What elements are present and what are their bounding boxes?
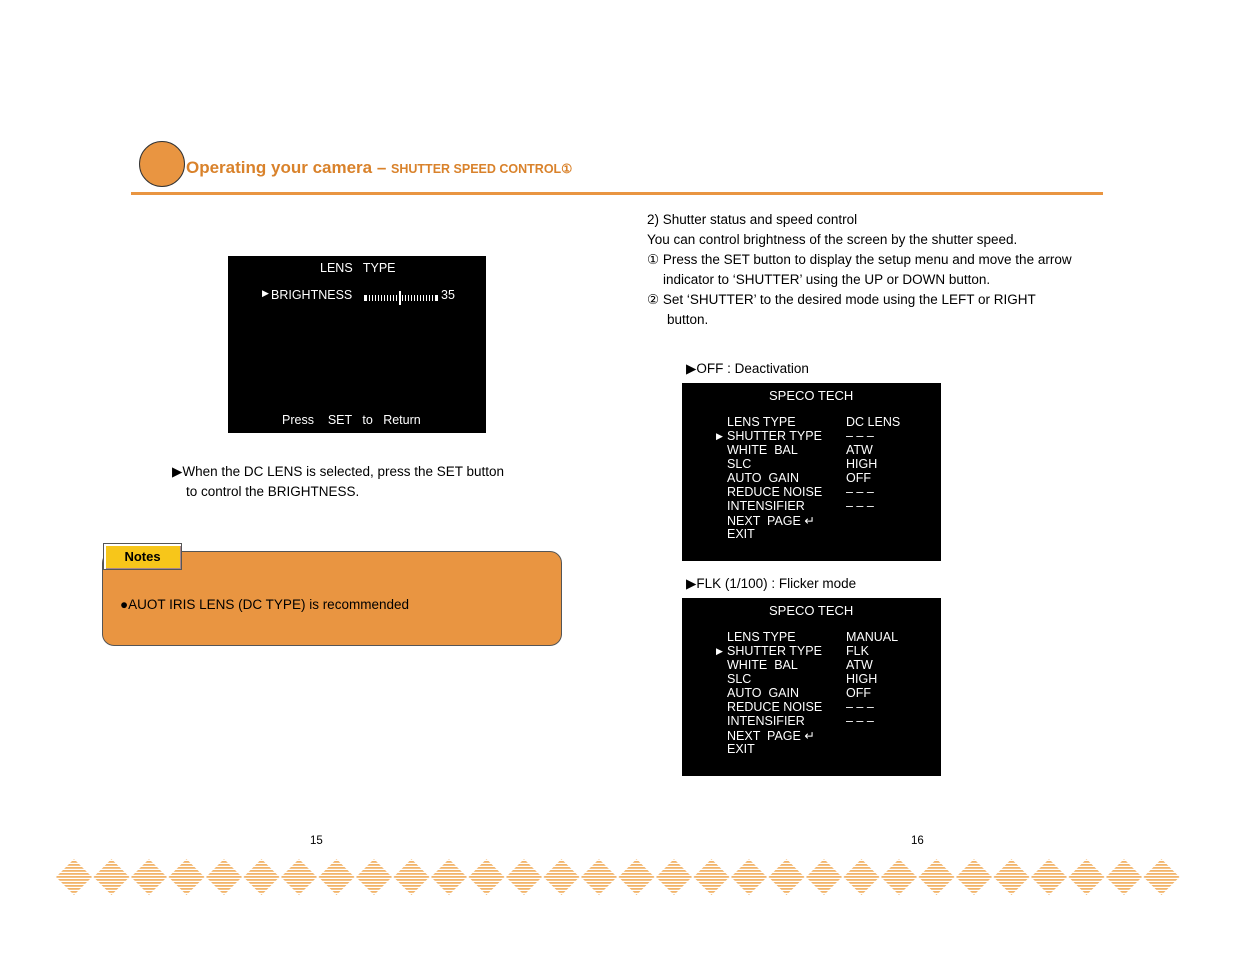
right-text-line: indicator to ‘SHUTTER’ using the UP or DOWN button. <box>663 272 991 287</box>
diamond-ornament <box>244 859 280 895</box>
header-divider <box>131 192 1103 195</box>
page-title <box>186 158 572 178</box>
right-text-line: You can control brightness of the screen by the shutter speed. <box>647 232 1018 247</box>
osd-menu-label: INTENSIFIER <box>727 499 805 513</box>
right-text-line: ① Press the SET button to display the setup menu and move the arrow <box>647 252 1072 267</box>
osd-menu-label: SHUTTER TYPE <box>727 644 822 658</box>
osd-menu-value: DC LENS <box>846 415 901 429</box>
osd-menu-value: ATW <box>846 443 873 457</box>
osd-menu-value: OFF <box>846 686 871 700</box>
diamond-ornament <box>1144 859 1180 895</box>
diamond-ornament <box>281 859 317 895</box>
diamond-ornament <box>506 859 542 895</box>
diamond-ornament <box>469 859 505 895</box>
osd-menu-label: REDUCE NOISE <box>727 700 823 714</box>
diamond-ornament <box>844 859 880 895</box>
osd-menu-label: EXIT <box>727 527 755 541</box>
osd-footer: Press SET to Return <box>282 413 421 427</box>
diamond-ornament <box>731 859 767 895</box>
speco-off-osd-screen <box>682 383 941 561</box>
diamond-ornament <box>694 859 730 895</box>
osd-menu-label: INTENSIFIER <box>727 714 805 728</box>
decorative-diamond-border <box>56 858 1180 896</box>
speco-flk-osd-screen <box>682 598 941 776</box>
osd-menu-value: – – – <box>846 700 874 714</box>
diamond-ornament <box>544 859 580 895</box>
diamond-ornament <box>806 859 842 895</box>
notes-text: ●AUOT IRIS LENS (DC TYPE) is recommended <box>120 597 409 612</box>
osd-arrow-icon: ▶ <box>716 646 723 656</box>
osd-title: SPECO TECH <box>769 603 854 618</box>
diamond-ornament <box>769 859 805 895</box>
page-number-right: 16 <box>911 835 924 847</box>
brightness-slider <box>364 295 438 301</box>
right-text-line: button. <box>667 312 709 327</box>
osd-menu-label: NEXT PAGE ↵ <box>727 729 815 743</box>
dc-lens-instruction-line1: ▶When the DC LENS is selected, press the SET button <box>172 464 505 479</box>
diamond-ornament <box>656 859 692 895</box>
diamond-ornament <box>1106 859 1142 895</box>
right-text-line: ② Set ‘SHUTTER’ to the desired mode using the LEFT or RIGHT <box>647 292 1036 307</box>
osd-brightness-value: 35 <box>441 288 455 302</box>
title-sub: SHUTTER SPEED CONTROL① <box>391 162 573 176</box>
osd-menu-value: – – – <box>846 499 874 513</box>
osd-menu-label: REDUCE NOISE <box>727 485 823 499</box>
osd-menu-label: SLC <box>727 672 752 686</box>
diamond-ornament <box>394 859 430 895</box>
osd-menu-value: – – – <box>846 485 874 499</box>
diamond-ornament <box>94 859 130 895</box>
title-main: Operating your camera – <box>186 158 392 177</box>
lens-type-osd-screen <box>228 256 486 433</box>
osd-menu-label: WHITE BAL <box>727 443 798 457</box>
osd-arrow-icon: ▶ <box>262 288 269 298</box>
osd-title: SPECO TECH <box>769 388 854 403</box>
diamond-ornament <box>1069 859 1105 895</box>
osd-menu-label: AUTO GAIN <box>727 471 800 485</box>
osd-menu-label: AUTO GAIN <box>727 686 800 700</box>
diamond-ornament <box>881 859 917 895</box>
diamond-ornament <box>319 859 355 895</box>
off-caption: ▶OFF : Deactivation <box>686 361 809 376</box>
osd-menu-value: HIGH <box>846 672 878 686</box>
diamond-ornament <box>169 859 205 895</box>
diamond-ornament <box>131 859 167 895</box>
osd-menu-label: EXIT <box>727 742 755 756</box>
notes-tag <box>103 543 182 570</box>
osd-menu-label: NEXT PAGE ↵ <box>727 514 815 528</box>
osd-menu-value: ATW <box>846 658 873 672</box>
diamond-ornament <box>994 859 1030 895</box>
osd-menu-value: OFF <box>846 471 871 485</box>
osd-brightness-label: BRIGHTNESS <box>271 288 353 302</box>
osd-title: LENS TYPE <box>320 261 396 275</box>
page-number-left: 15 <box>310 835 323 847</box>
osd-menu-label: SLC <box>727 457 752 471</box>
diamond-ornament <box>1031 859 1067 895</box>
diamond-ornament <box>919 859 955 895</box>
right-text-line: 2) Shutter status and speed control <box>647 212 858 227</box>
dc-lens-instruction-line2: to control the BRIGHTNESS. <box>186 484 360 499</box>
osd-menu-label: SHUTTER TYPE <box>727 429 822 443</box>
osd-menu-label: LENS TYPE <box>727 630 796 644</box>
brightness-slider-knob <box>399 291 401 305</box>
osd-menu-label: WHITE BAL <box>727 658 798 672</box>
osd-menu-value: MANUAL <box>846 630 899 644</box>
diamond-ornament <box>431 859 467 895</box>
diamond-ornament <box>619 859 655 895</box>
osd-menu-value: – – – <box>846 714 874 728</box>
osd-menu-value: – – – <box>846 429 874 443</box>
flk-caption: ▶FLK (1/100) : Flicker mode <box>686 576 857 591</box>
diamond-ornament <box>581 859 617 895</box>
osd-menu-value: FLK <box>846 644 869 658</box>
diamond-ornament <box>356 859 392 895</box>
diamond-ornament <box>206 859 242 895</box>
notes-tag-label: Notes <box>124 549 161 564</box>
osd-arrow-icon: ▶ <box>716 431 723 441</box>
osd-menu-value: HIGH <box>846 457 878 471</box>
osd-menu-label: LENS TYPE <box>727 415 796 429</box>
diamond-ornament <box>956 859 992 895</box>
diamond-ornament <box>56 859 92 895</box>
header-circle-icon <box>139 141 185 187</box>
